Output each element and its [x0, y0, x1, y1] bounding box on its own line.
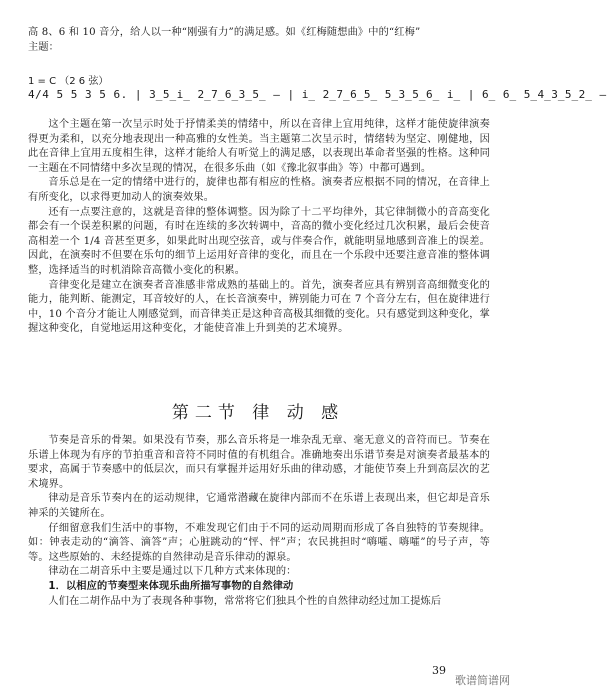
paragraph: 律动是音乐节奏内在的运动规律，它通常潜藏在旋律内部而不在乐谱上表现出来，但它却是音乐神采的关键所在。	[28, 493, 490, 519]
subheading: 1．以相应的节奏型来体现乐曲所描写事物的自然律动	[48, 580, 294, 592]
score-key-signature: 1 = C （2 6 弦）	[28, 76, 109, 87]
body-section-1	[28, 118, 490, 337]
paragraph: 节奏是音乐的骨架。如果没有节奏，那么音乐将是一堆杂乱无章、毫无意义的音符而已。节奏在乐谱上体现为有序的节拍重音和音符不同时值的有机组合。准确地奏出乐谱节奏是对演奏者最基本的要求，高属于节奏感中的低层次，而只有掌握并运用好乐曲的律动感，才能使节奏上升到高层次的艺术境界。	[28, 435, 490, 490]
section-heading: 第二节 律 动 感	[171, 403, 345, 423]
paragraph: 仔细留意我们生活中的事物，不难发现它们由于不同的运动周期而形成了各自独特的节奏规律。如：钟表走动的“滴答、滴答”声；心脏跳动的“怦、怦”声；农民挑担时“嗨嚯、嗨嚯”的号子声，等等。这些原始的、未经提炼的自然律动是音乐律动的源泉。	[28, 522, 490, 563]
intro-line-2: 主题：	[28, 41, 60, 53]
paragraph: 还有一点要注意的，这就是音律的整体调整。因为除了十二平均律外，其它律制微小的音高变化都会有一个误差积累的问题，有时在连续的多次转调中，音高的微小变化经过几次积累，最后会使音高相差一个 1/4 音甚至更多，如果此时出现空弦音，或与伴奏合作，就能明显地感到音准上的误差。因此，在演奏时不但要在乐句的细节上运用好音律的变化，而且在一个乐段中还要注意音准的整体调整，选择适当的时机消除音高微小变化的积累。	[28, 206, 490, 276]
paragraph: 音乐总是在一定的情绪中进行的，旋律也都有相应的性格。演奏者应根据不同的情况，在音律上有所变化，以求得更加动人的演奏效果。	[28, 177, 490, 203]
music-score	[28, 72, 607, 102]
paragraph: 律动在二胡音乐中主要是通过以下几种方式来体现的：	[48, 566, 297, 578]
paragraph: 人们在二胡作品中为了表现各种事物，常常将它们独具个性的自然律动经过加工提炼后	[48, 595, 442, 607]
site-watermark: 歌谱简谱网	[455, 674, 510, 687]
body-section-2	[28, 434, 490, 609]
page-number: 39	[432, 664, 446, 677]
paragraph: 音律变化是建立在演奏者音准感非常成熟的基础上的。首先，演奏者应具有辨别音高细微变化的能力，能判断、能测定，耳音较好的人，在长音演奏中，辨别能力可在 7 个音分左右，但在旋律进行中，10 个音分才能让人刚感觉到，而音律美正是这种音高极其细微的变化。只有感觉到这种变化，掌握这种变化，自觉地运用这种变化，才能使音准上升到美的艺术境界。	[28, 279, 490, 335]
score-notes: 4/4 5 5 3 5 6. | 3̲5̲i̲ 2̲7̲6̲3̲5̲ – | i̲ 2̲7̲6̲5̲ 5̲3̲5̲6̲ i̲ | 6̲ 6̲ 5̲4̲3̲5̲2̲ –	[28, 88, 607, 101]
intro-block	[28, 26, 490, 55]
intro-line-1: 高 8、6 和 10 音分，给人以一种“刚强有力”的满足感。如《红梅随想曲》中的“红梅”	[28, 27, 421, 38]
paragraph: 这个主题在第一次呈示时处于抒情柔美的情绪中，所以在音律上宜用纯律，这样才能使旋律演奏得更为柔和，以充分地表现出一种高雅的女性美。当主题第二次呈示时，情绪转为坚定、刚健地，因此在音律上宜用五度相生律，这样才能给人有听觉上的满足感，以表现出革命者坚强的性格。这种同一主题在不同情绪中多次呈现的情况，在很多乐曲（如《豫北叙事曲》等）中都可遇到。	[28, 119, 490, 174]
